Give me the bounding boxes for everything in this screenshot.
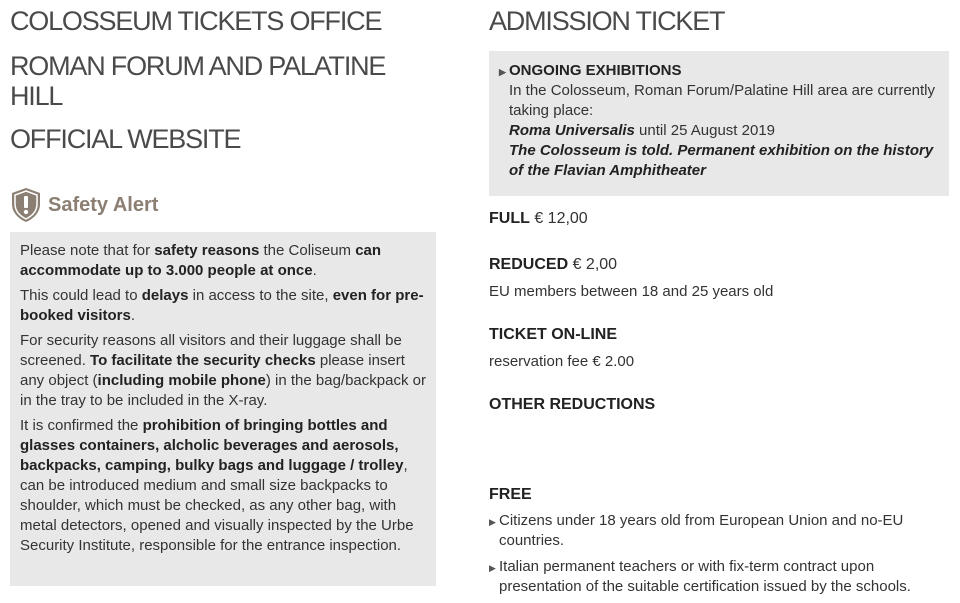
safety-alert-header — [10, 186, 158, 224]
caret-right-icon: ▶ — [489, 517, 496, 527]
exhibitions-intro: In the Colosseum, Roman Forum/Palatine Hill area are currently taking place: — [509, 82, 936, 119]
reduced-note: EU members between 18 and 25 years old — [489, 283, 774, 300]
forum-heading: ROMAN FORUM AND PALATINE HILL — [10, 51, 386, 111]
exhibition-item-2: The Colosseum is told. Permanent exhibition on the history of the Flavian Amphitheater — [509, 142, 934, 179]
free-list — [489, 511, 949, 603]
safety-alert-title: Safety Alert — [48, 193, 159, 216]
shield-alert-icon — [10, 187, 42, 223]
reduced-price: REDUCED € 2,00 — [489, 256, 618, 273]
ongoing-exhibitions-box — [489, 51, 949, 196]
ongoing-exhibitions-toggle[interactable]: ▶ ONGOING EXHIBITIONS — [509, 61, 939, 81]
other-reductions-title[interactable]: OTHER REDUCTIONS — [489, 396, 656, 413]
alert-paragraph-2: This could lead to delays in access to the site, even for pre-booked visitors. — [20, 287, 424, 324]
ticket-online-title: TICKET ON-LINE — [489, 326, 617, 343]
free-item: ▶ Italian permanent teachers or with fix-term contract upon presentation of the suitable certification issued by the schools. — [489, 558, 911, 595]
free-title: FREE — [489, 486, 532, 503]
ticket-online-note: reservation fee € 2.00 — [489, 353, 635, 370]
caret-right-icon: ▶ — [489, 563, 496, 573]
caret-right-icon: ▶ — [499, 67, 506, 77]
alert-paragraph-1: Please note that for safety reasons the Coliseum can accommodate up to 3.000 people at once. — [20, 242, 382, 279]
admission-ticket-heading: ADMISSION TICKET — [489, 6, 725, 36]
official-website-heading: OFFICIAL WEBSITE — [10, 124, 241, 154]
full-price: FULL € 12,00 — [489, 210, 588, 227]
free-item: ▶ Citizens under 18 years old from European Union and no-EU countries. — [489, 512, 904, 549]
office-heading: COLOSSEUM TICKETS OFFICE — [10, 6, 382, 36]
exhibition-item-1: Roma Universalis until 25 August 2019 — [509, 122, 776, 139]
safety-alert-box — [10, 232, 436, 586]
alert-paragraph-3: For security reasons all visitors and their luggage shall be screened. To facilitate the security checks please insert any object (including mobile phone) in the bag/backpack or in the tray to be included in the X-ray. — [20, 332, 426, 409]
alert-paragraph-4: It is confirmed the prohibition of bringing bottles and glasses containers, alcholic beverages and aerosols, backpacks, camping, bulky bags and luggage / trolley, can be introduced medium and small size backpacks to shoulder, which must be checked, as any other bag, with metal detectors, opened and visually inspected by the Urbe Security Institute, responsible for the entrance inspection. — [20, 417, 414, 554]
